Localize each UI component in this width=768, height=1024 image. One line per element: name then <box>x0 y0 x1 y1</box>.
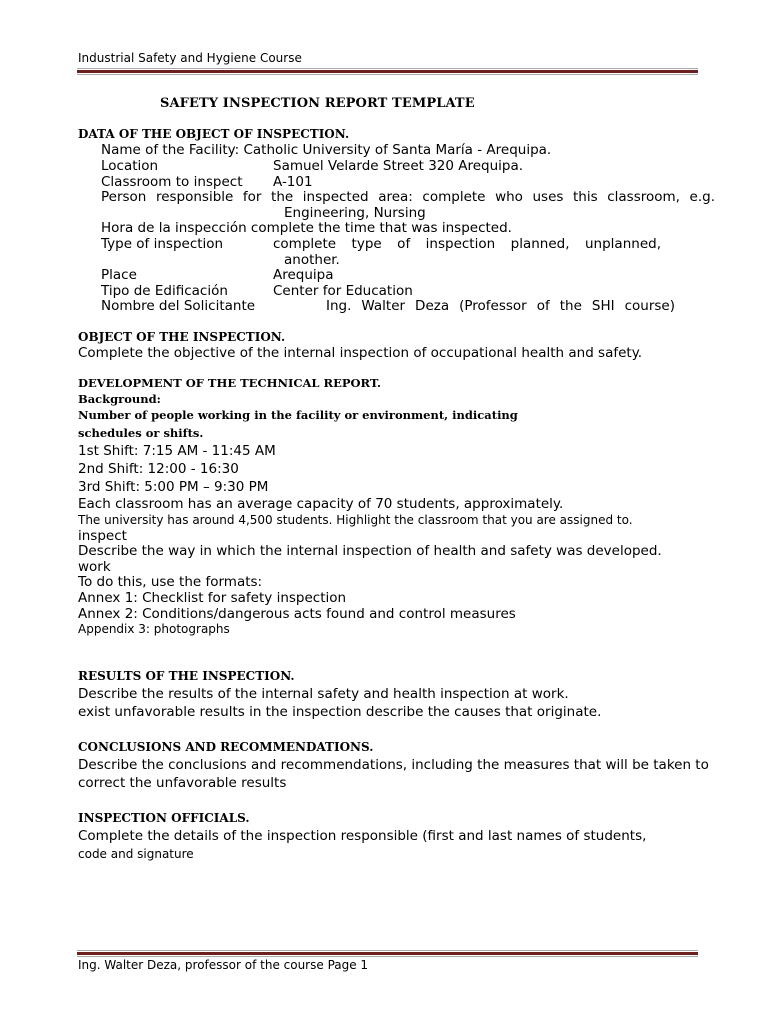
annex-2: Annex 2: Conditions/dangerous acts found and control measures <box>78 606 516 622</box>
classroom-value: A-101 <box>273 174 313 190</box>
officials-line-2: code and signature <box>78 847 194 861</box>
results-line-2: exist unfavorable results in the inspection describe the causes that originate. <box>78 704 602 720</box>
number-people-line-1: Number of people working in the facility or environment, indicating <box>78 408 518 422</box>
shift-1: 1st Shift: 7:15 AM - 11:45 AM <box>78 443 276 459</box>
conclusions-line-1: Describe the conclusions and recommendations, including the measures that will be taken to <box>78 757 709 773</box>
document-title: SAFETY INSPECTION REPORT TEMPLATE <box>160 96 475 111</box>
officials-line-1: Complete the details of the inspection responsible (first and last names of students, <box>78 828 647 844</box>
section-heading-data: DATA OF THE OBJECT OF INSPECTION. <box>78 127 350 141</box>
solicitante-value: Ing. Walter Deza (Professor of the SHI course) <box>326 298 675 314</box>
place-label: Place <box>101 267 137 283</box>
object-text: Complete the objective of the internal inspection of occupational health and safety. <box>78 345 643 361</box>
classroom-label: Classroom to inspect <box>101 174 243 190</box>
section-heading-officials: INSPECTION OFFICIALS. <box>78 811 250 825</box>
footer-rule <box>77 950 698 957</box>
appendix-3: Appendix 3: photographs <box>78 622 230 636</box>
tipo-label: Tipo de Edificación <box>101 283 228 299</box>
location-value: Samuel Velarde Street 320 Arequipa. <box>273 158 524 174</box>
section-heading-results: RESULTS OF THE INSPECTION. <box>78 669 295 683</box>
section-heading-conclusions: CONCLUSIONS AND RECOMMENDATIONS. <box>78 740 374 754</box>
solicitante-label: Nombre del Solicitante <box>101 298 256 314</box>
type-value: complete type of inspection planned, unplanned, <box>273 236 661 252</box>
results-line-1: Describe the results of the internal safety and health inspection at work. <box>78 686 569 702</box>
facility-line: Name of the Facility: Catholic University of Santa María - Arequipa. <box>101 142 552 158</box>
tipo-value: Center for Education <box>273 283 413 299</box>
conclusions-line-2: correct the unfavorable results <box>78 775 287 791</box>
describe-way-line: Describe the way in which the internal inspection of health and safety was developed. <box>78 543 662 559</box>
header-course-title: Industrial Safety and Hygiene Course <box>78 51 302 65</box>
place-value: Arequipa <box>273 267 334 283</box>
location-label: Location <box>101 158 159 174</box>
hora-line: Hora de la inspección complete the time that was inspected. <box>101 220 512 236</box>
person-responsible-line: Person responsible for the inspected area: complete who uses this classroom, e.g. <box>101 189 715 205</box>
work-line: work <box>78 559 111 575</box>
section-heading-development: DEVELOPMENT OF THE TECHNICAL REPORT. <box>78 376 381 390</box>
university-line: The university has around 4,500 students. Highlight the classroom that you are assigned to. <box>78 513 633 527</box>
shift-2: 2nd Shift: 12:00 - 16:30 <box>78 461 239 477</box>
person-responsible-line-2: Engineering, Nursing <box>284 205 426 221</box>
inspect-line: inspect <box>78 528 127 544</box>
to-do-line: To do this, use the formats: <box>78 574 263 590</box>
header-rule <box>77 68 698 76</box>
annex-1: Annex 1: Checklist for safety inspection <box>78 590 347 606</box>
type-label: Type of inspection <box>101 236 224 252</box>
type-value-2: another. <box>284 252 340 268</box>
section-heading-object: OBJECT OF THE INSPECTION. <box>78 330 286 344</box>
shift-3: 3rd Shift: 5:00 PM – 9:30 PM <box>78 479 269 495</box>
capacity-line: Each classroom has an average capacity of 70 students, approximately. <box>78 496 564 512</box>
background-label: Background: <box>78 392 161 406</box>
number-people-line-2: schedules or shifts. <box>78 426 204 440</box>
footer-text: Ing. Walter Deza, professor of the course Page 1 <box>78 958 369 972</box>
